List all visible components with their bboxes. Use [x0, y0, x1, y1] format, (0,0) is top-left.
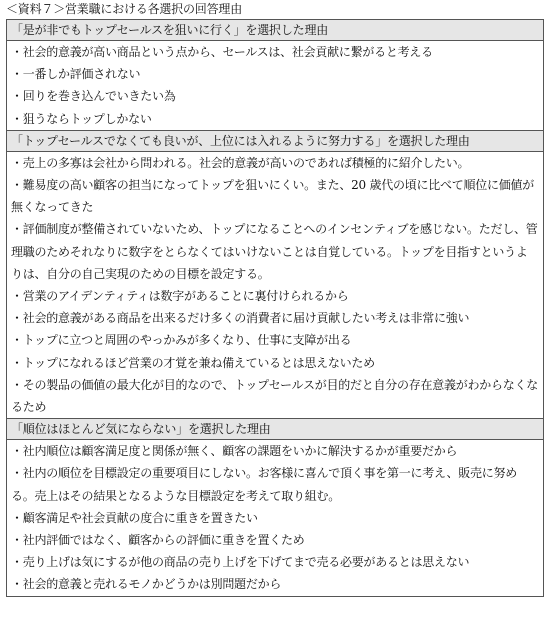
section-body-aim-upper	[7, 152, 543, 419]
reason-item: ・売上の多寡は会社から問われる。社会的意義が高いのであれば積極的に紹介したい。	[11, 155, 470, 170]
reason-item: ・回りを巻き込んでいきたい為	[11, 89, 176, 104]
reason-item: ・社内評価ではなく、顧客からの評価に重きを置くため	[11, 533, 305, 548]
reason-item: ・評価制度が整備されていないため、トップになることへのインセンティブを感じない。ただし、管理職のためそれなりに数字をとらなくてはいけないことは自覚している。トップを目指すというよりは、自分の自己実現のための目標を設定する。	[11, 222, 538, 281]
section-header-aim-top: 「是が非でもトップセールスを狙いに行く」を選択した理由	[7, 20, 543, 41]
reason-item: ・社内の順位を目標設定の重要項目にしない。お客様に喜んで頂く事を第一に考え、販売に努める。売上はその結果となるような目標設定を考えて取り組む。	[11, 466, 517, 503]
reason-item: ・社会的意義と売れるモノかどうかは別問題だから	[11, 577, 282, 592]
reason-item: ・その製品の価値の最大化が目的なので、トップセールスが目的だと自分の存在意義がわからなくなるため	[11, 377, 538, 415]
section-header-rank-indifferent: 「順位はほとんど気にならない」を選択した理由	[7, 419, 543, 440]
document-title: ＜資料７＞営業職における各選択の回答理由	[6, 2, 243, 16]
section-body-rank-indifferent	[7, 440, 543, 595]
reason-item: ・難易度の高い顧客の担当になってトップを狙いにくい。また、20 歳代の頃に比べて順位に価値が無くなってきた	[11, 178, 534, 215]
reason-item: ・営業のアイデンティティは数字があることに裏付けられるから	[11, 289, 349, 304]
reasons-table	[6, 19, 544, 597]
reason-item: ・トップになれるほど営業の才覚を兼ね備えているとは思えないため	[11, 355, 375, 370]
reason-item: ・トップに立つと周囲のやっかみが多くなり、仕事に支障が出る	[11, 333, 352, 348]
reason-item: ・社会的意義がある商品を出来るだけ多くの消費者に届け貢献したい考えは非常に強い	[11, 311, 470, 326]
reason-item: ・一番しか評価されない	[11, 67, 141, 82]
reason-item: ・狙うならトップしかない	[11, 111, 152, 126]
reason-item: ・社内順位は顧客満足度と関係が無く、顧客の課題をいかに解決するかが重要だから	[11, 444, 458, 459]
reason-item: ・顧客満足や社会貢献の度合に重きを置きたい	[11, 510, 258, 525]
section-body-aim-top	[7, 41, 543, 131]
reason-item: ・社会的意義が高い商品という点から、セールスは、社会貢献に繋がると考える	[11, 45, 433, 59]
reason-item: ・売り上げは気にするが他の商品の売り上げを下げてまで売る必要があるとは思えない	[11, 555, 470, 570]
section-header-aim-upper: 「トップセールスでなくても良いが、上位には入れるように努力する」を選択した理由	[7, 131, 543, 152]
